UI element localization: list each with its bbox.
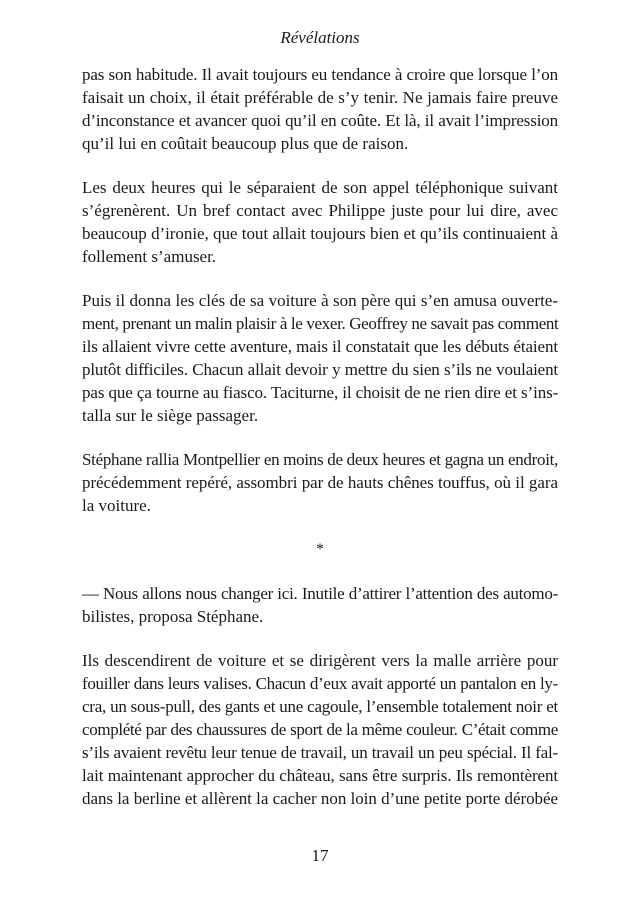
text-line: lait maintenant approcher du château, sans être surpris. Ils remontèrent	[82, 766, 558, 785]
paragraph	[82, 649, 558, 810]
text-line: ils allaient vivre cette aventure, mais il constatait que les débuts étaient	[82, 337, 558, 356]
text-line: fouiller dans leurs valises. Chacun d’eux avait apporté un pantalon en ly-	[82, 674, 558, 693]
text-line: pas son habitude. Il avait toujours eu tendance à croire que lorsque l’on	[82, 65, 558, 84]
text-line: d’inconstance et avancer quoi qu’il en coûte. Et là, il avait l’impression	[82, 111, 558, 130]
text-line: cra, un sous-pull, des gants et une cagoule, l’ensemble totalement noir et	[82, 697, 558, 716]
text-line: complété par des chaussures de sport de la même couleur. C’était comme	[82, 720, 558, 739]
text-line: talla sur le siège passager.	[82, 406, 259, 425]
text-line: précédemment repéré, assombri par de hauts chênes touffus, où il gara	[82, 473, 558, 492]
text-line: faisait un choix, il était préférable de s’y tenir. Ne jamais faire preuve	[82, 88, 558, 107]
running-title: Révélations	[280, 28, 360, 47]
paragraph	[82, 176, 558, 268]
text-line: la voiture.	[82, 496, 151, 515]
paragraph	[82, 582, 558, 628]
text-line: pas que ça tourne au fiasco. Taciturne, il choisit de ne rien dire et s’ins-	[82, 383, 559, 402]
paragraph	[82, 289, 558, 427]
section-separator: *	[316, 541, 324, 558]
text-line: — Nous allons nous changer ici. Inutile d’attirer l’attention des automo-	[82, 584, 558, 603]
text-line: beaucoup d’ironie, que tout allait toujours bien et qu’ils continuaient à	[82, 224, 558, 243]
text-line: Puis il donna les clés de sa voiture à son père qui s’en amusa ouverte-	[82, 291, 558, 310]
text-line: s’ils avaient revêtu leur tenue de travail, un travail un peu spécial. Il fal-	[82, 743, 558, 762]
text-line: dans la berline et allèrent la cacher non loin d’une petite porte dérobée	[82, 789, 558, 808]
text-line: qu’il lui en coûtait beaucoup plus que de raison.	[82, 134, 409, 153]
text-line: follement s’amuser.	[82, 247, 217, 266]
text-line: Ils descendirent de voiture et se dirigèrent vers la malle arrière pour	[82, 651, 558, 670]
text-line: ment, prenant un malin plaisir à le vexer. Geoffrey ne savait pas comment	[82, 314, 559, 333]
body-text	[82, 63, 558, 831]
text-line: s’égrenèrent. Un bref contact avec Philippe juste pour lui dire, avec	[82, 201, 558, 220]
page-number: 17	[311, 846, 329, 865]
text-line: Stéphane rallia Montpellier en moins de deux heures et gagna un endroit,	[82, 450, 558, 469]
text-line: plutôt difficiles. Chacun allait devoir y mettre du sien s’ils ne voulaient	[82, 360, 558, 379]
text-line: Les deux heures qui le séparaient de son appel téléphonique suivant	[82, 178, 558, 197]
text-line: bilistes, proposa Stéphane.	[82, 607, 264, 626]
paragraph	[82, 63, 558, 155]
paragraph	[82, 448, 558, 517]
